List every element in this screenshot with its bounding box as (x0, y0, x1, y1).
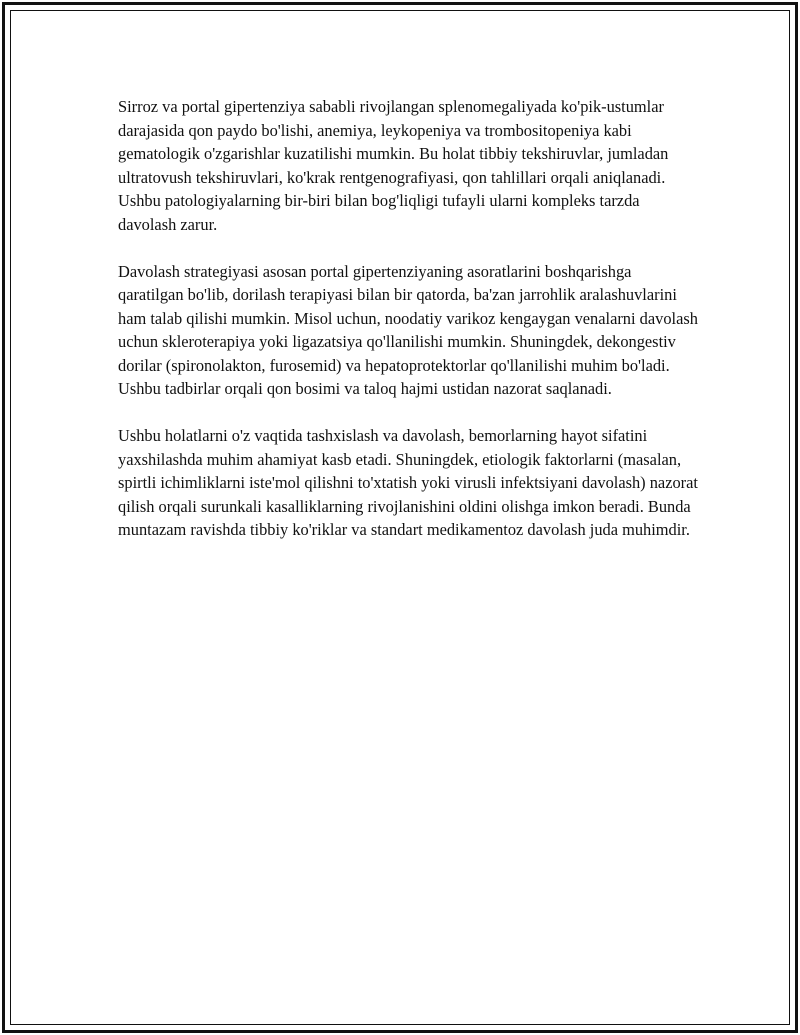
paragraph-3: Ushbu holatlarni o'z vaqtida tashxislash va davolash, bemorlarning hayot sifatini yaxshilashda muhim ahamiyat kasb etadi. Shuningdek, etiologik faktorlarni (masalan, spirtli ichimliklarni iste'mol qilishni to'xtatish yoki virusli infektsiyani davolash) nazorat qilish orqali surunkali kasalliklarning rivojlanishini oldini olishga imkon beradi. Bunda muntazam ravishda tibbiy ko'riklar va standart medikamentoz davolash juda muhimdir. (118, 426, 698, 539)
paragraph-2: Davolash strategiyasi asosan portal gipertenziyaning asoratlarini boshqarishga qaratilgan bo'lib, dorilash terapiyasi bilan bir qatorda, ba'zan jarrohlik aralashuvlarini ham talab qilishi mumkin. Misol uchun, noodatiy varikoz kengaygan venalarni davolash uchun skleroterapiya yoki ligazatsiya qo'llanilishi mumkin. Shuningdek, dekongestiv dorilar (spironolakton, furosemid) va hepatoprotektorlar qo'llanilishi muhim bo'ladi. Ushbu tadbirlar orqali qon bosimi va taloq hajmi ustidan nazorat saqlanadi. (118, 261, 698, 398)
paragraph-1: Sirroz va portal gipertenziya sababli rivojlangan splenomegaliyada ko'pik-ustumlar darajasida qon paydo bo'lishi, anemiya, leykopeniya va trombositopeniya kabi gematologik o'zgarishlar kuzatilishi mumkin. Bu holat tibbiy tekshiruvlar, jumladan ultratovush tekshiruvlari, ko'krak rentgenografiyasi, qon tahlillari orqali aniqlanadi. Ushbu patologiyalarning bir-biri bilan bog'liqligi tufayli ularni kompleks tarzda davolash zarur. (118, 97, 669, 234)
document-body (118, 95, 698, 565)
